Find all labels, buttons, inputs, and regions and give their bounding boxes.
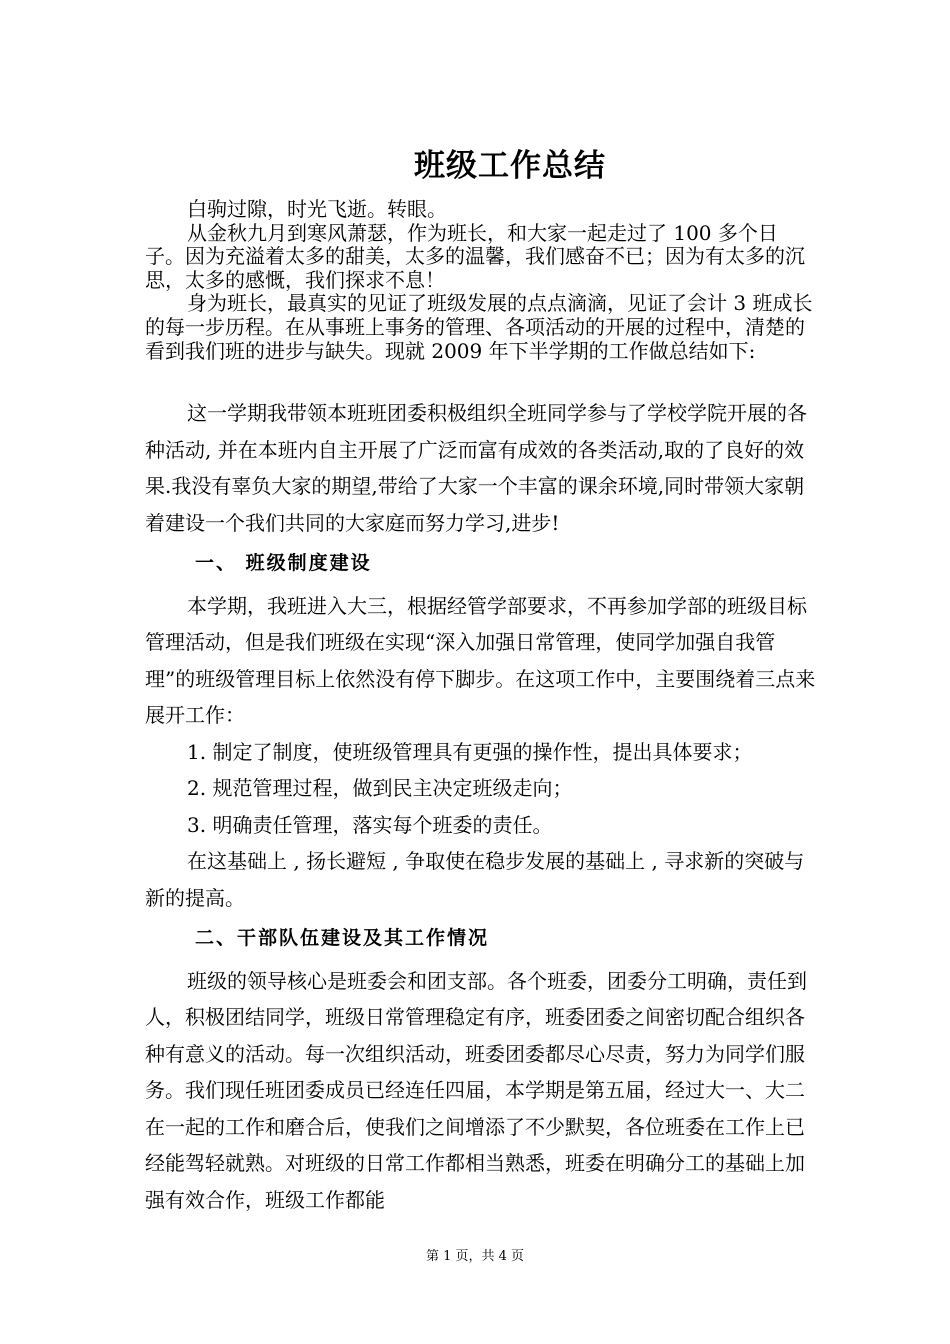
- intro-paragraph-3: 身为班长，最真实的见证了班级发展的点点滴滴，见证了会计 3 班成长的每一步历程。在从事班上事务的管理、各项活动的开展的过程中，清楚的看到我们班的进步与缺失。现就 2009 年下半学期的工作做总结如下:: [145, 291, 813, 363]
- page-footer: 第 1 页，共 4 页: [425, 1249, 525, 1264]
- section-1-paragraph: 本学期，我班进入大三，根据经管学部要求，不再参加学部的班级目标管理活动，但是我们班级在实现“深入加强日常管理，使同学加强自我管理”的班级管理目标上依然没有停下脚步。在这项工作中，主要围绕着三点来展开工作：: [145, 593, 816, 727]
- document-title: 班级工作总结: [414, 148, 606, 184]
- activities-paragraph: 这一学期我带领本班班团委积极组织全班同学参与了学校学院开展的各种活动, 并在本班内自主开展了广泛而富有成效的各类活动,取的了良好的效果.我没有辜负大家的期望,带给了大家一个丰富的课余环境,同时带领大家朝着建设一个我们共同的大家庭而努力学习,进步!: [145, 401, 807, 535]
- section-1-item-3: 3. 明确责任管理，落实每个班委的责任。: [187, 812, 553, 837]
- section-1-item-2: 2. 规范管理过程，做到民主决定班级走向；: [187, 776, 573, 800]
- section-1-closing: 在这基础上 , 扬长避短 , 争取使在稳步发展的基础上 , 寻求新的突破与新的提高。: [145, 849, 805, 910]
- body-block: [145, 395, 817, 1218]
- intro-block: [145, 198, 817, 363]
- section-2-heading: 二、干部队伍建设及其工作情况: [195, 927, 490, 949]
- section-1-heading: 一、 班级制度建设: [195, 552, 372, 574]
- intro-paragraph-1: 白驹过隙，时光飞逝。转眼。: [187, 197, 447, 221]
- intro-paragraph-2: 从金秋九月到寒风萧瑟，作为班长，和大家一起走过了 100 多个日子。因为充溢着太多的甜美，太多的温馨，我们感奋不已；因为有太多的沉思，太多的感慨，我们探求不息！: [145, 220, 805, 292]
- section-1-item-1: 1. 制定了制度，使班级管理具有更强的操作性，提出具体要求；: [187, 739, 753, 764]
- section-2-paragraph: 班级的领导核心是班委会和团支部。各个班委，团委分工明确，责任到人，积极团结同学，班级日常管理稳定有序，班委团委之间密切配合组织各种有意义的活动。每一次组织活动，班委团委都尽心尽责，努力为同学们服务。我们现任班团委成员已经连任四届，本学期是第五届，经过大一、大二在一起的工作和磨合后，使我们之间增添了不少默契，各位班委在工作上已经能驾轻就熟。对班级的日常工作都相当熟悉，班委在明确分工的基础上加强有效合作，班级工作都能: [145, 968, 807, 1212]
